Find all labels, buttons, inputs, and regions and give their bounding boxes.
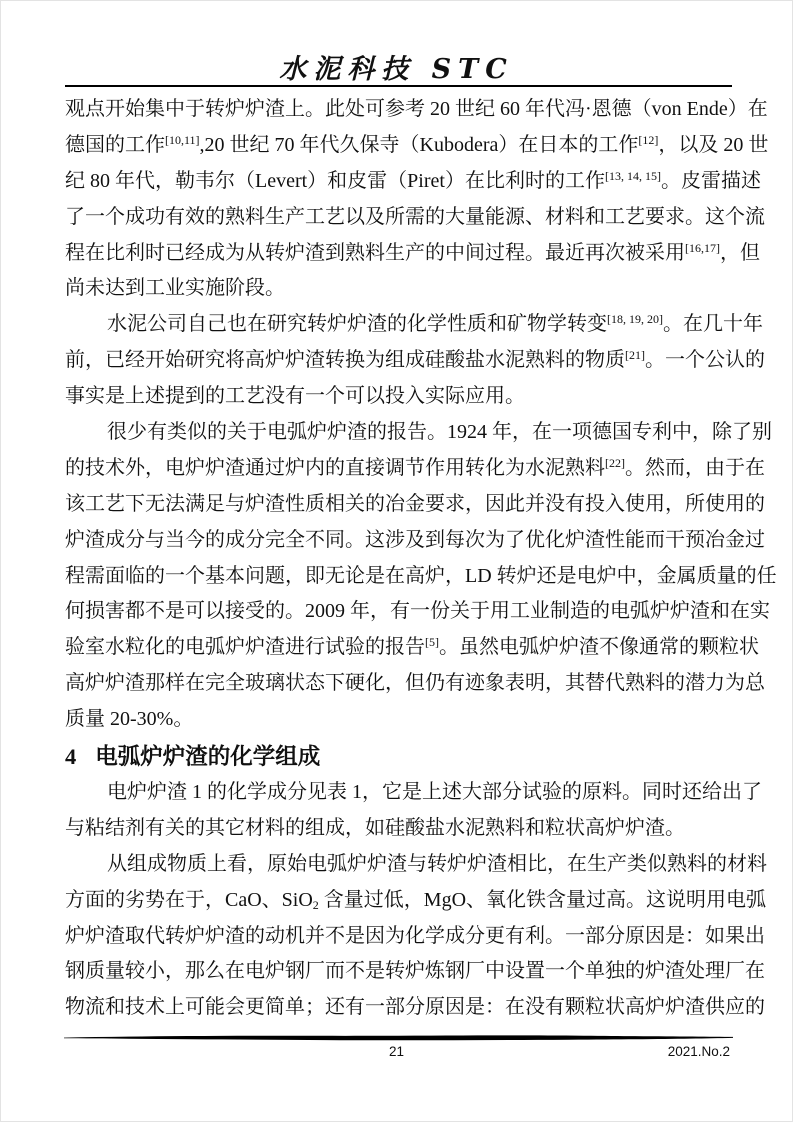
reference-superscript: [22]	[605, 455, 625, 470]
section-title: 电弧炉炉渣的化学组成	[95, 744, 321, 770]
reference-superscript: [10,11]	[165, 132, 200, 147]
issue-number: 2021.No.2	[667, 1044, 730, 1059]
body-text	[65, 92, 777, 1026]
text-line: 程在比利时已经成为从转炉渣到熟料生产的中间过程。最近再次被采用[16,17]，但	[65, 240, 760, 264]
text-line: 的技术外，电炉炉渣通过炉内的直接调节作用转化为水泥熟料[22]。然而，由于在	[65, 455, 765, 479]
chemical-subscript: 2	[312, 897, 319, 912]
text-line: 电炉炉渣 1 的化学成分见表 1，它是上述大部分试验的原料。同时还给出了	[107, 781, 762, 804]
text-line: 方面的劣势在于，CaO、SiO$_2$ 含量过低，MgO、氧化铁含量过高。这说明用电弧	[65, 888, 767, 912]
page-number: 21	[388, 1044, 405, 1059]
text-line: 质量 20-30%。	[65, 708, 194, 731]
section-heading	[65, 738, 732, 775]
text-line: 水泥公司自己也在研究转炉炉渣的化学性质和矿物学转变[18, 19, 20]。在几十年	[107, 312, 763, 336]
text-line: 前，已经开始研究将高炉炉渣转换为组成硅酸盐水泥熟料的物质[21]。一个公认的	[65, 348, 765, 372]
section-number: 4	[65, 744, 77, 770]
text-line: 尚未达到工业实施阶段。	[65, 277, 285, 300]
text-line: 程需面临的一个基本问题，即无论是在高炉，LD 转炉还是电炉中，金属质量的任	[65, 564, 777, 587]
text-line: 高炉炉渣那样在完全玻璃状态下硬化，但仍有迹象表明，其替代熟料的潜力为总	[65, 672, 765, 695]
footer-rule	[64, 1034, 733, 1043]
reference-superscript: [21]	[625, 348, 645, 363]
text-line: 何损害都不是可以接受的。2009 年，有一份关于用工业制造的电弧炉炉渣和在实	[65, 600, 770, 623]
text-line: 与粘结剂有关的其它材料的组成，如硅酸盐水泥熟料和粒状高炉炉渣。	[65, 816, 685, 839]
text-line: 炉炉渣取代转炉炉渣的动机并不是因为化学成分更有利。一部分原因是：如果出	[65, 924, 765, 947]
text-line: 钢质量较小，那么在电炉钢厂而不是转炉炼钢厂中设置一个单独的炉渣处理厂在	[65, 960, 765, 983]
text-line: 德国的工作[10,11],20 世纪 70 年代久保寺（Kubodera）在日本的工作[12]，以及 20 世	[65, 132, 769, 156]
text-line: 验室水粒化的电弧炉炉渣进行试验的报告[5]。虽然电弧炉炉渣不像通常的颗粒状	[65, 635, 759, 659]
reference-superscript: [18, 19, 20]	[607, 312, 663, 327]
text-line: 事实是上述提到的工艺没有一个可以投入实际应用。	[65, 385, 525, 408]
text-line: 炉渣成分与当今的成分完全不同。这涉及到每次为了优化炉渣性能而干预冶金过	[65, 528, 765, 551]
reference-superscript: [13, 14, 15]	[604, 168, 661, 183]
text-line: 该工艺下无法满足与炉渣性质相关的冶金要求，因此并没有投入使用，所使用的	[65, 492, 765, 515]
journal-title: 水泥科技 STC	[279, 54, 514, 85]
text-line: 很少有类似的关于电弧炉炉渣的报告。1924 年，在一项德国专利中，除了别	[107, 421, 772, 444]
text-line: 从组成物质上看，原始电弧炉炉渣与转炉炉渣相比，在生产类似熟料的材料	[107, 852, 767, 875]
reference-superscript: [5]	[425, 635, 439, 650]
text-line: 观点开始集中于转炉炉渣上。此处可参考 20 世纪 60 年代冯·恩德（von Ende）在	[65, 98, 768, 120]
reference-superscript: [16,17]	[685, 240, 720, 255]
reference-superscript: [12]	[638, 132, 659, 147]
header-rule	[65, 85, 732, 87]
text-line: 物流和技术上可能会更简单；还有一部分原因是：在没有颗粒状高炉炉渣供应的	[65, 996, 765, 1019]
text-line: 了一个成功有效的熟料生产工艺以及所需的大量能源、材料和工艺要求。这个流	[65, 205, 765, 228]
text-line: 纪 80 年代，勒韦尔（Levert）和皮雷（Piret）在比利时的工作[13, 14, 15]。皮雷描述	[65, 168, 761, 192]
